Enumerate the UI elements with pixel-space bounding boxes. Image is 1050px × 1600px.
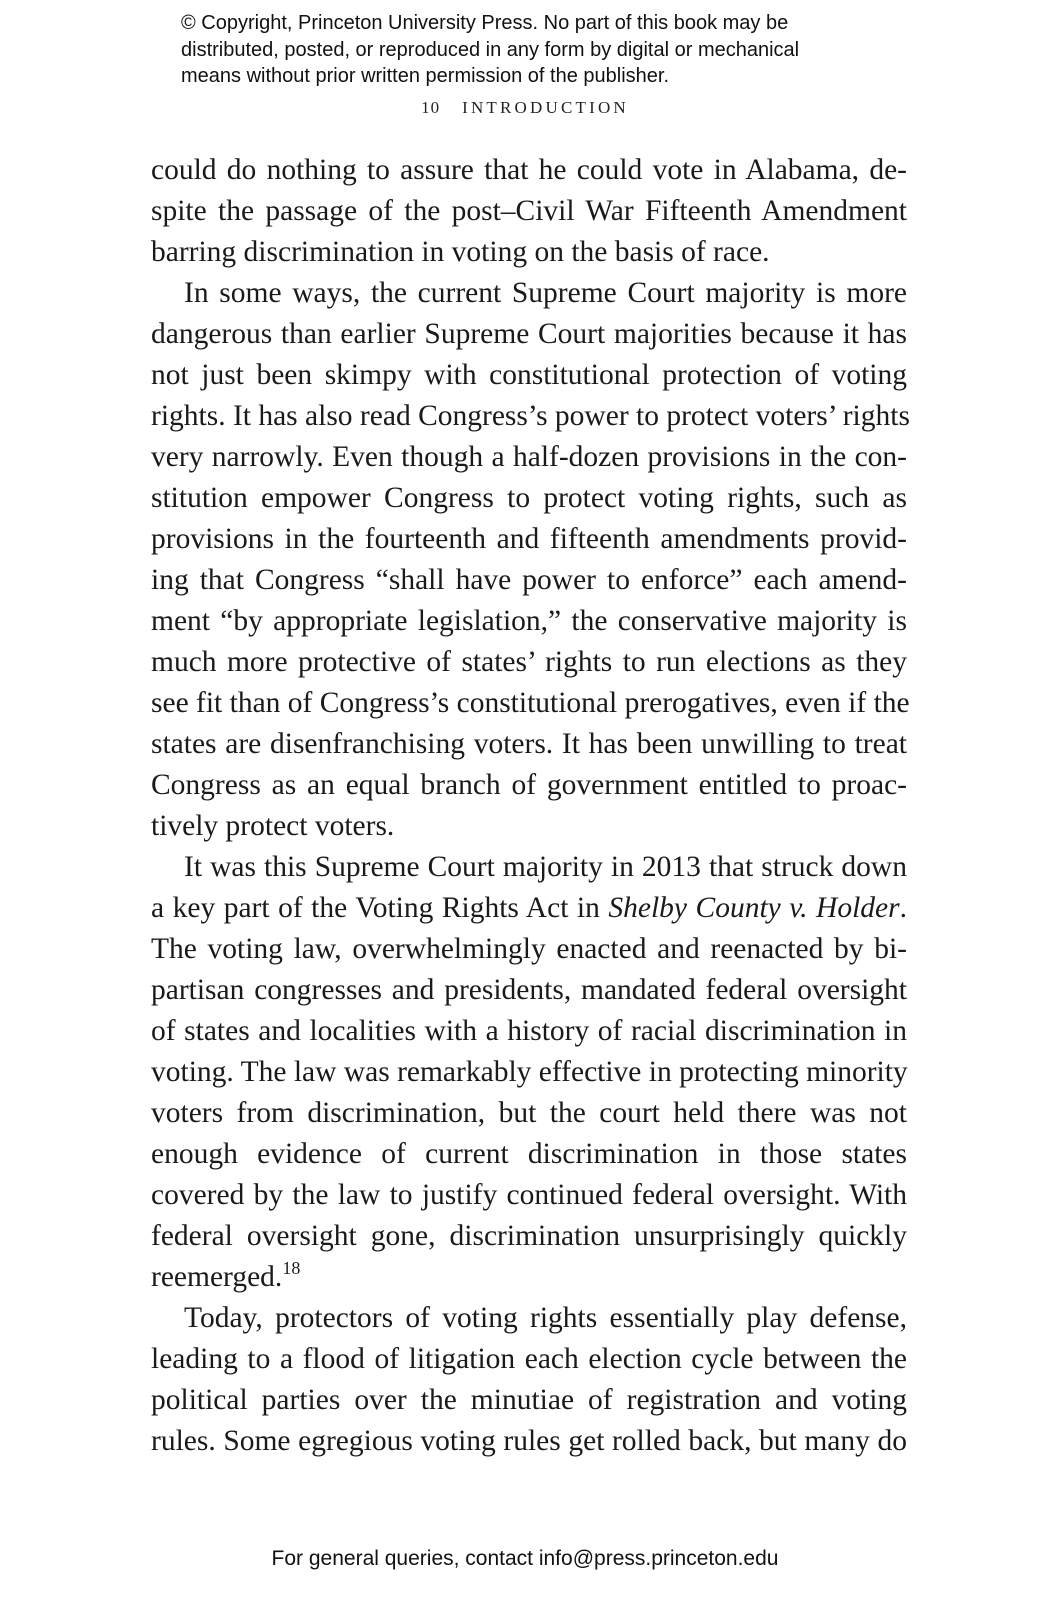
running-head — [0, 98, 1050, 118]
text-line: stitution empower Congress to protect voting rights, such as — [151, 482, 907, 514]
body-text — [151, 150, 910, 1462]
copyright-line: distributed, posted, or reproduced in any form by digital or mechanical — [181, 38, 800, 61]
copyright-notice — [181, 10, 941, 90]
text-line: The voting law, overwhelmingly enacted and reenacted by bi- — [151, 933, 907, 965]
text-line: leading to a flood of litigation each election cycle between the — [151, 1343, 907, 1375]
text-line: of states and localities with a history of racial discrimination in — [151, 1015, 907, 1047]
text-line: voting. The law was remarkably effective in protecting minority — [151, 1056, 908, 1088]
text-line: dangerous than earlier Supreme Court majorities because it has — [151, 318, 907, 350]
text-line: states are disenfranchising voters. It has been unwilling to treat — [151, 728, 907, 760]
text-line: Congress as an equal branch of government entitled to proac- — [151, 769, 907, 801]
text-line: enough evidence of current discrimination in those states — [151, 1138, 907, 1170]
text-line: tively protect voters. — [151, 810, 395, 842]
text-line: not just been skimpy with constitutional protection of voting — [151, 359, 907, 391]
text-line: federal oversight gone, discrimination unsurprisingly quickly — [151, 1220, 907, 1252]
text-line — [151, 888, 907, 929]
copyright-line: © Copyright, Princeton University Press. No part of this book may be — [181, 12, 789, 34]
text-line: political parties over the minutiae of registration and voting — [151, 1384, 907, 1416]
text-line: covered by the law to justify continued federal oversight. With — [151, 1179, 907, 1211]
footnote-reference[interactable]: 18 — [282, 1258, 301, 1278]
footer-contact: For general queries, contact info@press.princeton.edu — [271, 1547, 779, 1570]
case-punct: . — [899, 892, 907, 924]
text-line: It was this Supreme Court majority in 2013 that struck down — [184, 851, 907, 883]
text-line — [151, 1257, 907, 1298]
page-number: 10 — [421, 98, 441, 117]
text-line: partisan congresses and presidents, mandated federal oversight — [151, 974, 907, 1006]
text-line: see fit than of Congress’s constitutional prerogatives, even if the — [151, 687, 910, 719]
case-name: Shelby County v. Holder — [608, 892, 900, 924]
text-segment: reemerged. — [151, 1261, 283, 1293]
text-line: much more protective of states’ rights to run elections as they — [151, 646, 907, 678]
text-line: could do nothing to assure that he could vote in Alabama, de- — [151, 154, 907, 186]
text-line: barring discrimination in voting on the basis of race. — [151, 236, 770, 268]
text-line: ing that Congress “shall have power to enforce” each amend- — [151, 564, 907, 596]
text-line: spite the passage of the post–Civil War Fifteenth Amendment — [151, 195, 907, 227]
text-line: very narrowly. Even though a half-dozen provisions in the con- — [151, 441, 907, 473]
text-line: rules. Some egregious voting rules get rolled back, but many do — [151, 1425, 907, 1457]
text-line: provisions in the fourteenth and fifteenth amendments provid- — [151, 523, 907, 555]
text-line: ment “by appropriate legislation,” the conservative majority is — [151, 605, 907, 637]
copyright-line: means without prior written permission of the publisher. — [181, 65, 670, 87]
text-line: In some ways, the current Supreme Court majority is more — [184, 277, 907, 309]
section-title: INTRODUCTION — [462, 98, 629, 117]
text-segment: a key part of the Voting Rights Act in — [151, 892, 600, 924]
text-line: rights. It has also read Congress’s power to protect voters’ rights — [151, 400, 910, 432]
text-line: voters from discrimination, but the court held there was not — [151, 1097, 907, 1129]
text-line: Today, protectors of voting rights essentially play defense, — [184, 1302, 907, 1334]
